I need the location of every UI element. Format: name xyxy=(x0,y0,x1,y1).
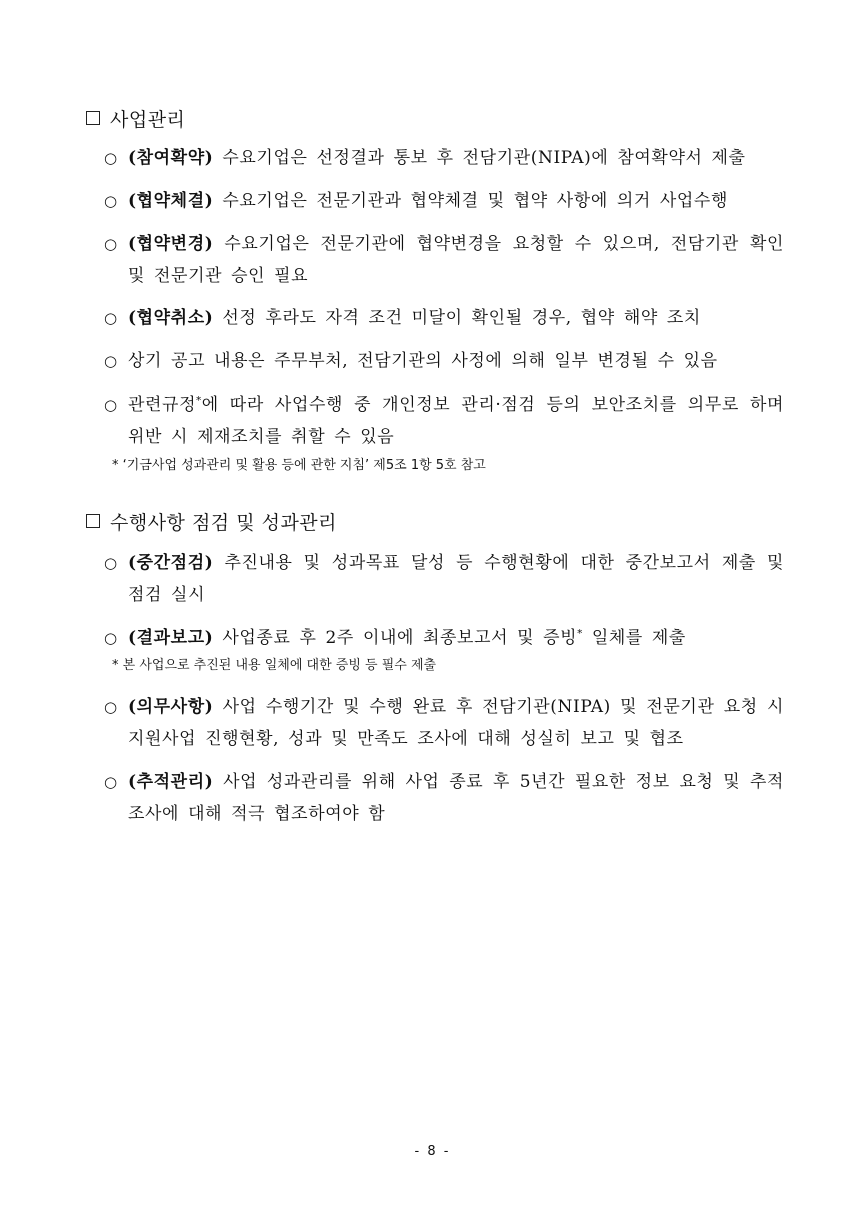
circle-bullet-icon: ○ xyxy=(104,773,118,791)
item-tag: (결과보고) xyxy=(128,628,214,648)
footnote: * ‘기금사업 성과관리 및 활용 등에 관한 지침’ 제5조 1항 5호 참고 xyxy=(112,458,486,473)
checkbox-square-icon xyxy=(86,514,100,528)
item-text: 사업 수행기간 및 수행 완료 후 전담기관(NIPA) 및 전문기관 요청 시 지원사업 진행현황, 성과 및 만족도 조사에 대해 성실히 보고 및 협조 xyxy=(128,697,784,749)
item-text: 일체를 제출 xyxy=(582,628,686,648)
section-performance-management xyxy=(86,507,786,535)
item-text: 수요기업은 전문기관과 협약체결 및 협약 사항에 의거 사업수행 xyxy=(213,191,728,211)
item-text: 선정 후라도 자격 조건 미달이 확인될 경우, 협약 해약 조치 xyxy=(213,308,701,328)
list-item xyxy=(104,691,784,755)
footnote: * 본 사업으로 추진된 내용 일체에 대한 증빙 등 필수 제출 xyxy=(112,658,437,673)
item-tag: (중간점검) xyxy=(128,553,214,573)
circle-bullet-icon: ○ xyxy=(104,352,118,370)
section-title: 수행사항 점검 및 성과관리 xyxy=(110,511,338,534)
page-number: - 8 - xyxy=(414,1144,451,1159)
list-item xyxy=(104,622,784,654)
circle-bullet-icon: ○ xyxy=(104,149,118,167)
list-item xyxy=(104,228,784,292)
item-text: 사업 성과관리를 위해 사업 종료 후 5년간 필요한 정보 요청 및 추적조사에 대해 적극 협조하여야 함 xyxy=(128,772,784,824)
list-item xyxy=(104,766,784,830)
list-item xyxy=(104,142,784,174)
item-text: 에 따라 사업수행 중 개인정보 관리·점검 등의 보안조치를 의무로 하며 위반 시 제재조치를 취할 수 있음 xyxy=(128,395,784,447)
section-title: 사업관리 xyxy=(110,108,186,131)
circle-bullet-icon: ○ xyxy=(104,629,118,647)
item-tag: (협약체결) xyxy=(128,191,214,211)
list-item xyxy=(104,345,784,377)
list-item xyxy=(104,302,784,334)
item-text: 수요기업은 전문기관에 협약변경을 요청할 수 있으며, 전담기관 확인 및 전문기관 승인 필요 xyxy=(128,234,784,286)
footnote-marker: * xyxy=(196,395,202,407)
footnote-marker: * xyxy=(577,628,583,640)
section-business-management xyxy=(86,104,786,132)
circle-bullet-icon: ○ xyxy=(104,192,118,210)
list-item xyxy=(104,389,784,453)
list-item xyxy=(104,185,784,217)
circle-bullet-icon: ○ xyxy=(104,235,118,253)
item-tag: (참여확약) xyxy=(128,148,214,168)
item-text: 추진내용 및 성과목표 달성 등 수행현황에 대한 중간보고서 제출 및 점검 실시 xyxy=(128,553,784,605)
item-text: 상기 공고 내용은 주무부처, 전담기관의 사정에 의해 일부 변경될 수 있음 xyxy=(128,351,718,371)
item-tag: (추적관리) xyxy=(128,772,214,792)
circle-bullet-icon: ○ xyxy=(104,554,118,572)
item-text: 사업종료 후 2주 이내에 최종보고서 및 증빙 xyxy=(213,628,578,648)
circle-bullet-icon: ○ xyxy=(104,698,118,716)
item-text: 수요기업은 선정결과 통보 후 전담기관(NIPA)에 참여확약서 제출 xyxy=(213,148,746,168)
item-tag: (협약취소) xyxy=(128,308,214,328)
item-tag: (협약변경) xyxy=(128,234,214,254)
item-text: 관련규정 xyxy=(128,395,197,415)
item-tag: (의무사항) xyxy=(128,697,214,717)
checkbox-square-icon xyxy=(86,111,100,125)
circle-bullet-icon: ○ xyxy=(104,396,118,414)
section-heading xyxy=(86,104,786,132)
section-heading xyxy=(86,507,786,535)
circle-bullet-icon: ○ xyxy=(104,309,118,327)
list-item xyxy=(104,547,784,611)
